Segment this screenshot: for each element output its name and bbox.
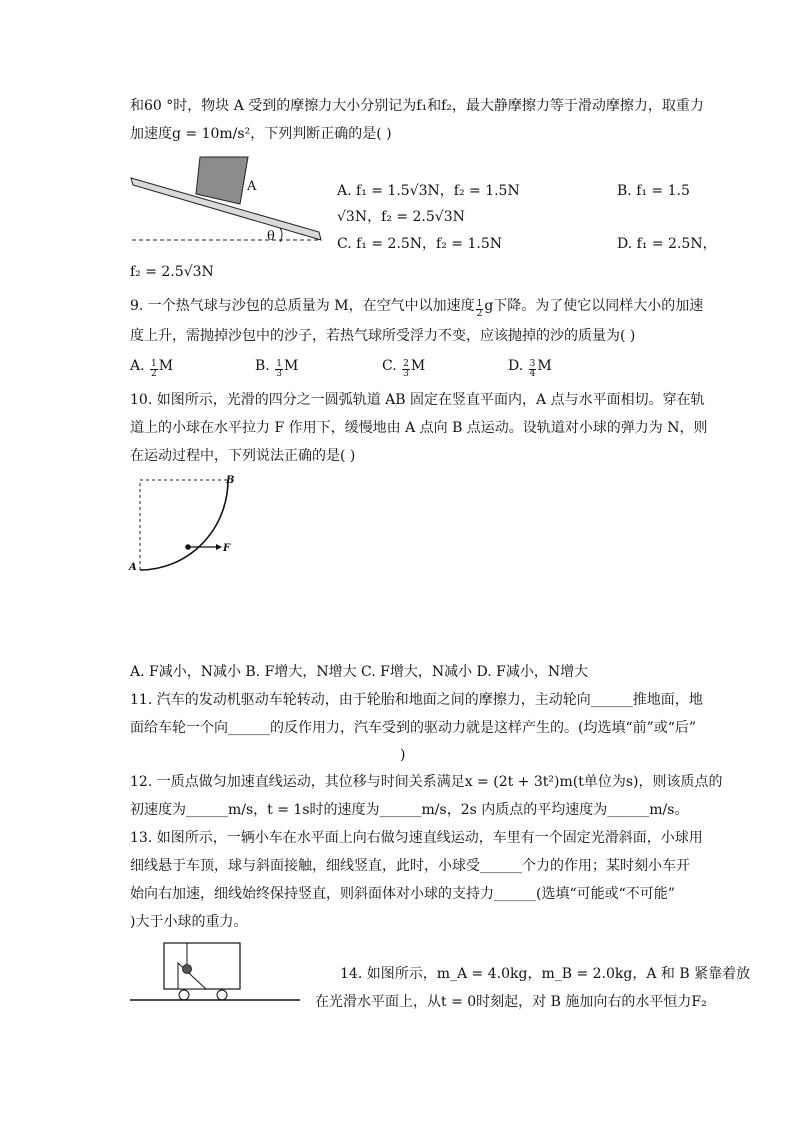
q10-arc-track-figure <box>126 470 246 578</box>
q8-incline-figure <box>128 152 328 244</box>
q9-option-d[interactable] <box>508 356 552 379</box>
q14-stem-line-2: 在光滑水平面上，从t = 0时刻起，对 B 施加向右的水平恒力F₂ <box>315 994 707 1010</box>
q9-option-c-num: 2 <box>403 359 409 369</box>
q9-option-d-letter: D. <box>508 358 524 374</box>
q14-stem-line-1: 14. 如图所示，m_A = 4.0kg，m_B = 2.0kg，A 和 B 紧靠着放 <box>340 966 751 982</box>
q8-stem-line-2: 加速度g = 10m/s²，下列判断正确的是( ) <box>130 126 392 142</box>
q12-stem-line-1: 12. 一质点做匀加速直线运动，其位移与时间关系满足x = (2t + 3t²)m(t单位为s)，则该质点的 <box>130 774 723 790</box>
q9-option-b-den: 3 <box>276 369 282 379</box>
q9-option-a[interactable] <box>130 356 173 379</box>
q9-option-d-den: 4 <box>529 369 536 379</box>
q9-option-c-den: 3 <box>403 369 409 379</box>
q9-option-d-unit: M <box>537 358 552 374</box>
q9-stem-text-a: 9. 一个热气球与沙包的总质量为 M，在空气中以加速度 <box>130 298 475 314</box>
q13-stem-line-2: 细线悬于车顶，球与斜面接触，细线竖直，此时，小球受______个力的作用；某时刻小车开 <box>130 858 690 874</box>
fig-label-b: B <box>226 475 235 486</box>
q9-option-a-letter: A. <box>130 358 145 374</box>
q9-option-b[interactable] <box>255 356 298 379</box>
q9-option-d-num: 3 <box>529 359 536 369</box>
q9-stem-line-1 <box>130 296 703 319</box>
left-wheel <box>179 990 189 1000</box>
q9-option-c-letter: C. <box>382 358 397 374</box>
cart-body <box>164 943 240 989</box>
q8-option-d-cont: f₂ = 2.5√3N <box>130 264 214 280</box>
q10-stem-line-3: 在运动过程中，下列说法正确的是( ) <box>130 448 356 464</box>
dashed-frame <box>140 480 228 570</box>
force-arrow-head <box>216 544 222 550</box>
block-a <box>196 157 248 204</box>
q9-stem-line-2: 度上升，需抛掉沙包中的沙子，若热气球所受浮力不变，应该抛掉的沙的质量为( ) <box>130 328 636 344</box>
q13-stem-line-4: )大于小球的重力。 <box>130 914 248 930</box>
ball <box>183 965 192 974</box>
q8-option-a[interactable]: A. f₁ = 1.5√3N，f₂ = 1.5N <box>337 183 520 199</box>
q9-option-c-fraction <box>402 360 410 379</box>
q11-stem-line-1: 11. 汽车的发动机驱动车轮转动，由于轮胎和地面之间的摩擦力，主动轮向______推地面，地 <box>130 692 703 708</box>
q9-option-c[interactable] <box>382 356 425 379</box>
q9-option-d-fraction <box>529 360 537 379</box>
q13-stem-line-1: 13. 如图所示，一辆小车在水平面上向右做匀速直线运动，车里有一个固定光滑斜面，小球用 <box>130 830 703 846</box>
fig-label-f: F <box>223 543 231 554</box>
q9-option-b-num: 1 <box>276 359 282 369</box>
q12-stem-line-2: 初速度为______m/s，t = 1s时的速度为______m/s，2s 内质点的平均速度为______m/s。 <box>130 802 689 818</box>
q10-stem-line-1: 10. 如图所示，光滑的四分之一圆弧轨道 AB 固定在竖直平面内，A 点与水平面相切。穿在轨 <box>130 392 705 408</box>
q9-option-a-num: 1 <box>151 359 157 369</box>
q13-stem-line-3: 始向右加速，细线始终保持竖直，则斜面体对小球的支持力______(选填“可能或“不可能” <box>130 886 675 902</box>
q8-option-c[interactable]: C. f₁ = 2.5N，f₂ = 1.5N <box>337 236 502 252</box>
q11-stem-line-2: 面给车轮一个向______的反作用力，汽车受到的驱动力就是这样产生的。(均选填“前”或“后” <box>130 720 697 736</box>
q9-fraction-num: 1 <box>476 299 483 309</box>
q11-stem-line-3: ) <box>400 747 406 763</box>
q9-stem-text-b: g下降。为了使它以同样大小的加速 <box>484 298 704 314</box>
q8-option-d[interactable]: D. f₁ = 2.5N， <box>617 236 717 252</box>
q9-option-b-fraction <box>275 360 283 379</box>
q9-option-b-unit: M <box>283 358 299 374</box>
q8-stem-line-1: 和60 °时，物块 A 受到的摩擦力大小分别记为f₁和f₂，最大静摩擦力等于滑动摩擦力，取重力 <box>130 98 704 114</box>
right-wheel <box>217 990 227 1000</box>
angle-label: θ <box>267 229 275 244</box>
q9-option-a-den: 2 <box>151 369 157 379</box>
ball <box>185 544 191 550</box>
q9-option-a-fraction <box>150 360 158 379</box>
q9-option-b-letter: B. <box>255 358 270 374</box>
q13-cart-figure <box>128 938 303 1006</box>
q9-fraction <box>476 300 484 319</box>
q9-fraction-den: 2 <box>476 309 483 319</box>
q9-option-c-unit: M <box>410 358 426 374</box>
q10-options[interactable]: A. F减小，N减小 B. F增大，N增大 C. F增大，N减小 D. F减小，N增大 <box>130 664 589 680</box>
q8-option-b-cont: √3N，f₂ = 2.5√3N <box>337 209 465 225</box>
q10-stem-line-2: 道上的小球在水平拉力 F 作用下，缓慢地由 A 点向 B 点运动。设轨道对小球的弹力为 N，则 <box>130 420 708 436</box>
block-a-label: A <box>247 179 257 194</box>
quarter-arc-track <box>140 480 228 570</box>
q8-option-b[interactable]: B. f₁ = 1.5 <box>617 183 690 199</box>
q9-option-a-unit: M <box>158 358 174 374</box>
fig-label-a: A <box>129 562 137 573</box>
